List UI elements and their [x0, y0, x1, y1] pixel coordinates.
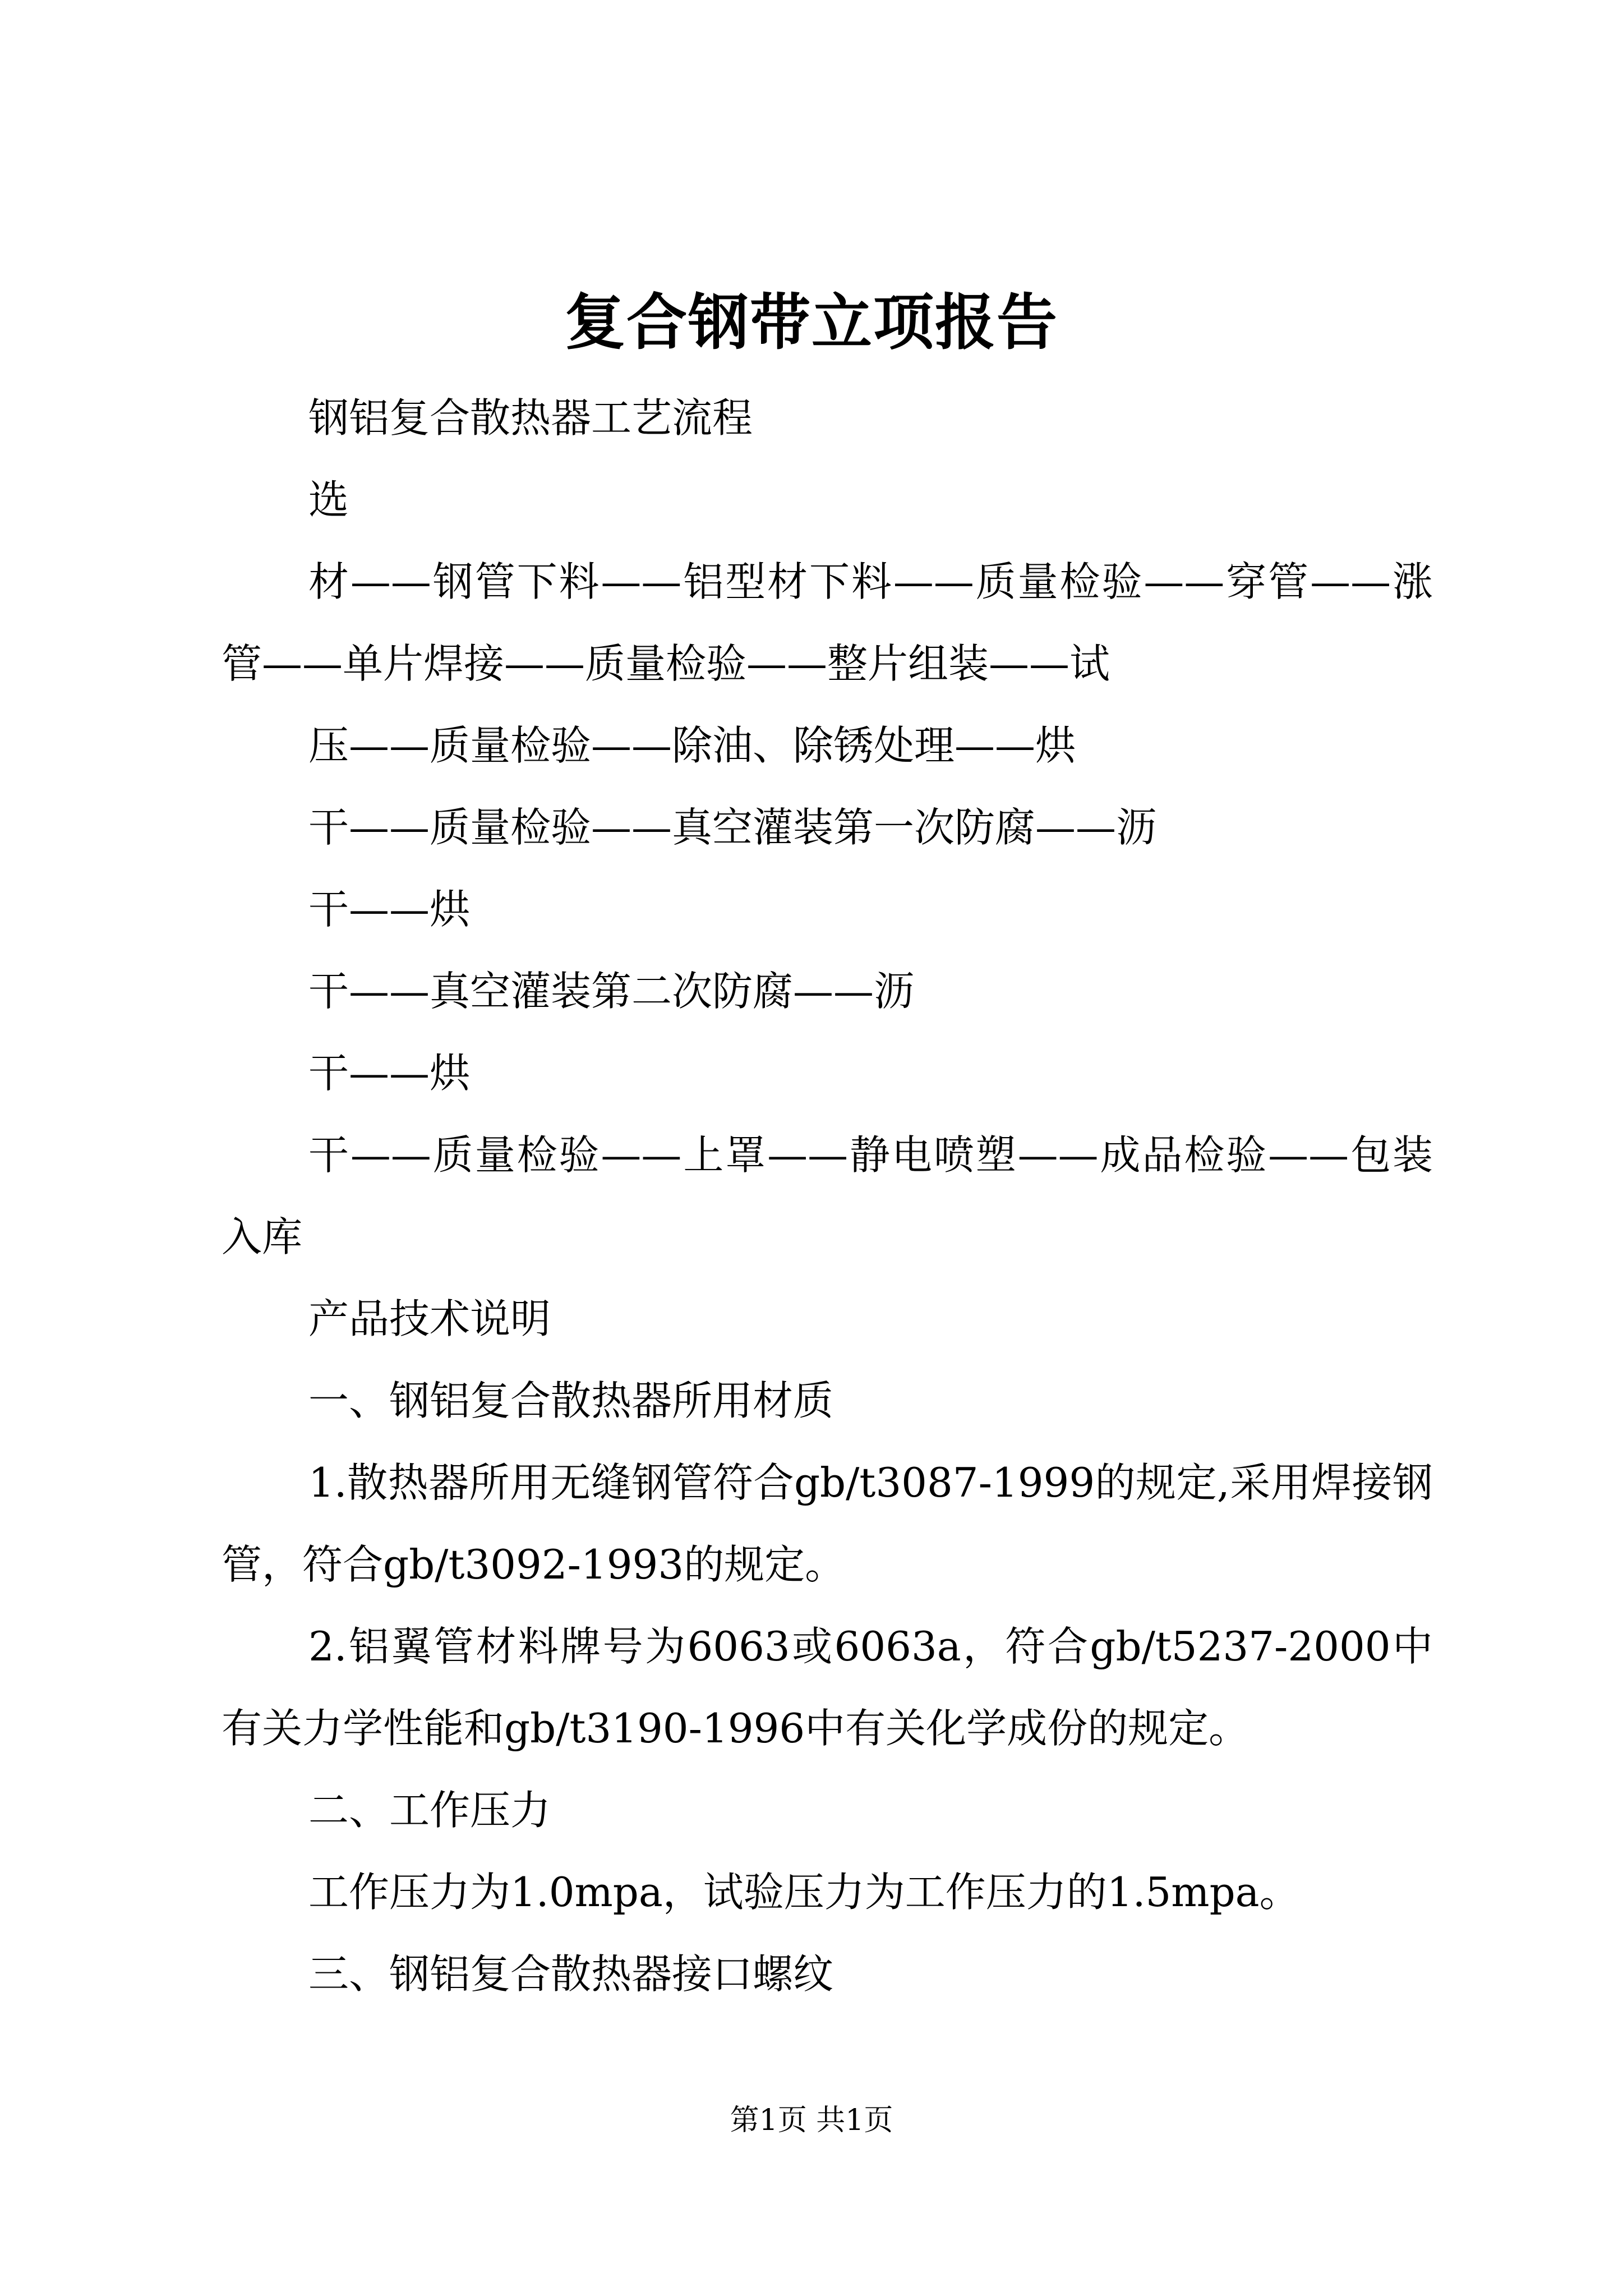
page-footer: 第1页 共1页 [730, 2104, 893, 2137]
paragraph-11: 一、钢铝复合散热器所用材质 [308, 1377, 834, 1424]
paragraph-15: 工作压力为1.0mpa，试验压力为工作压力的1.5mpa。 [308, 1869, 1300, 1916]
paragraph-3: 材——钢管下料——铝型材下料——质量检验——穿管——涨管——单片焊接——质量检验——整片组装——试 [222, 558, 1433, 687]
paragraph-6: 干——烘 [308, 886, 471, 933]
paragraph-2: 选 [308, 476, 349, 523]
paragraph-5: 干——质量检验——真空灌装第一次防腐——沥 [308, 804, 1157, 851]
paragraph-16: 三、钢铝复合散热器接口螺纹 [308, 1950, 834, 1998]
paragraph-12: 1.散热器所用无缝钢管符合gb/t3087-1999的规定,采用焊接钢管，符合gb/t3092-1993的规定。 [222, 1459, 1433, 1588]
paragraph-13: 2.铝翼管材料牌号为6063或6063a，符合gb/t5237-2000中有关力学性能和gb/t3190-1996中有关化学成份的规定。 [222, 1623, 1433, 1752]
document-title: 复合钢带立项报告 [564, 287, 1058, 358]
paragraph-9: 干——质量检验——上罩——静电喷塑——成品检验——包装入库 [222, 1131, 1433, 1260]
paragraph-14: 二、工作压力 [308, 1787, 551, 1834]
document-body [222, 377, 1433, 2015]
paragraph-10: 产品技术说明 [308, 1295, 551, 1342]
paragraph-4: 压——质量检验——除油、除锈处理——烘 [308, 722, 1076, 769]
paragraph-7: 干——真空灌装第二次防腐——沥 [308, 968, 915, 1015]
paragraph-1: 钢铝复合散热器工艺流程 [308, 394, 753, 441]
paragraph-8: 干——烘 [308, 1050, 471, 1097]
